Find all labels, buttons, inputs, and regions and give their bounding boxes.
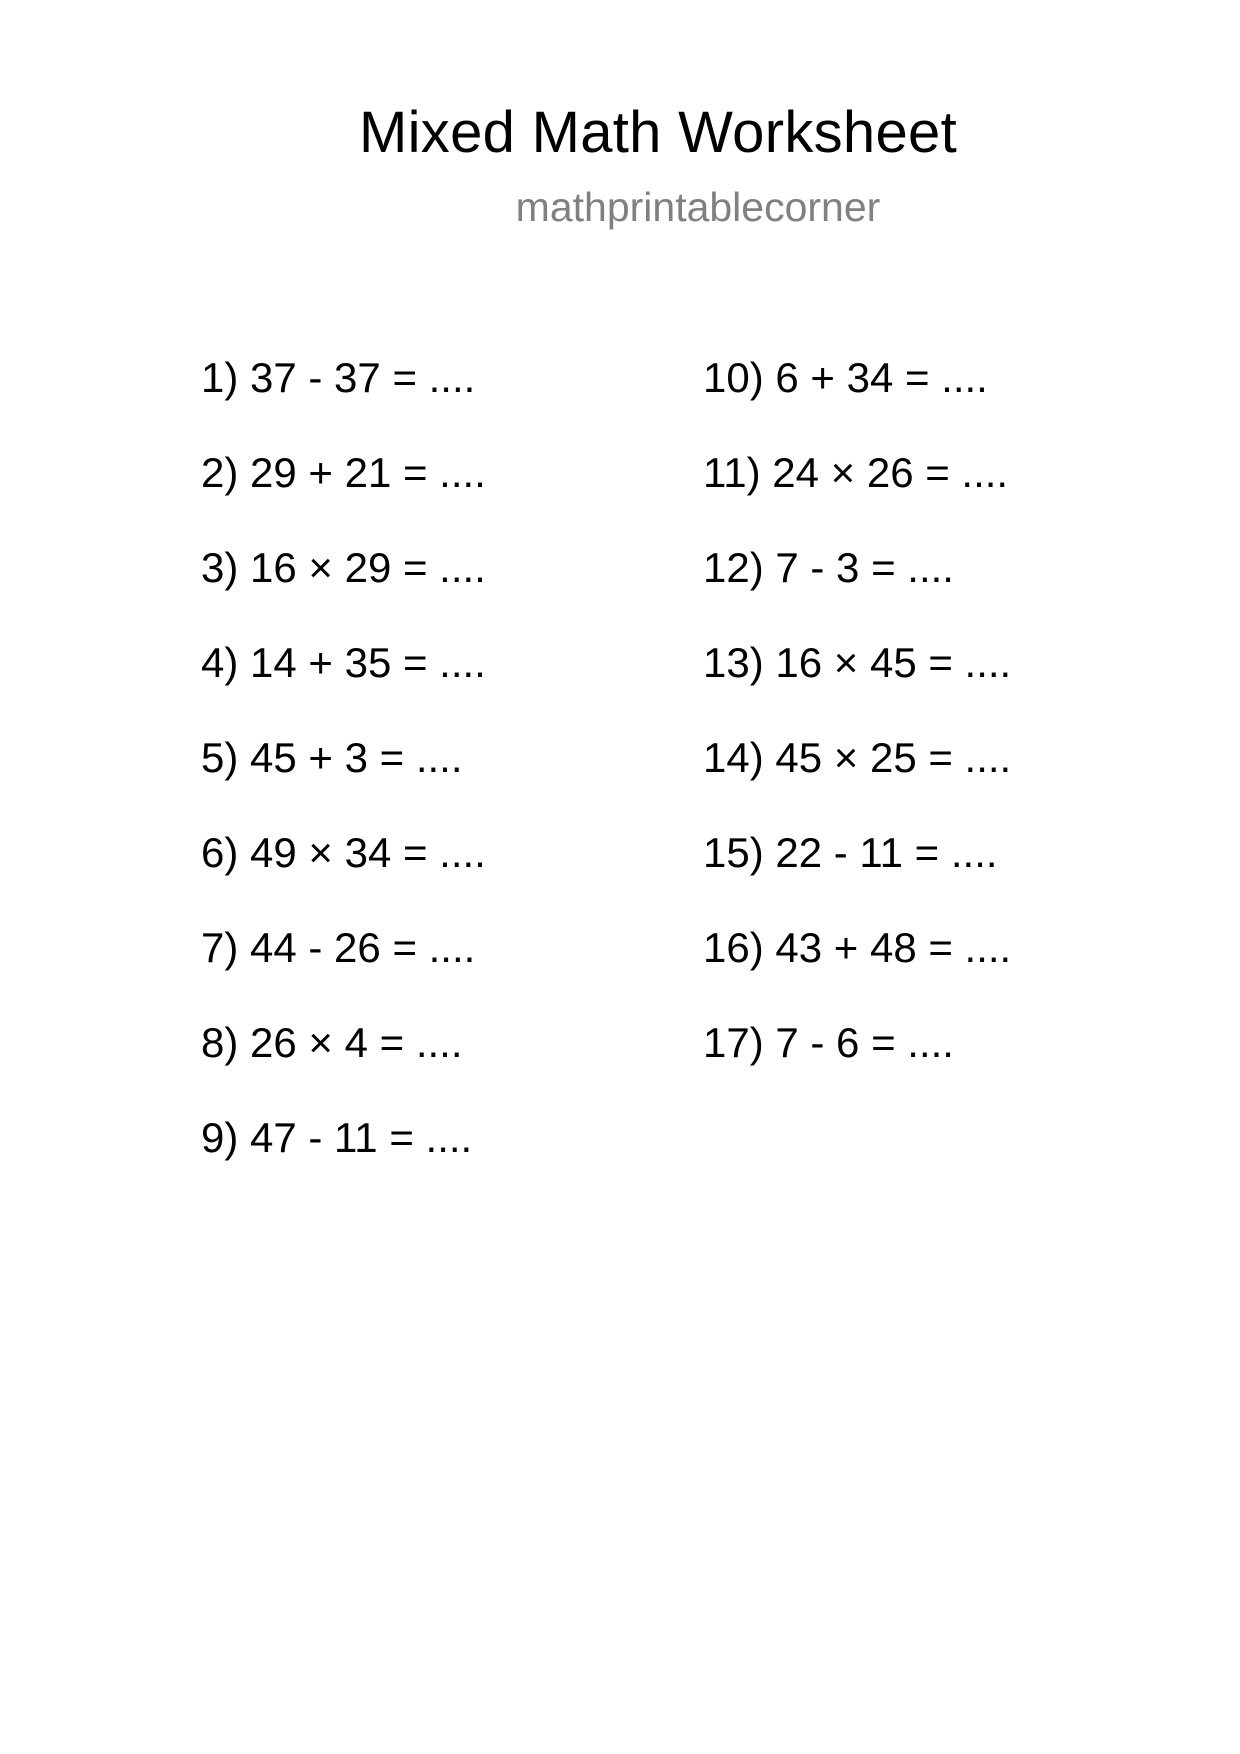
problem-column-right [703,348,1011,1108]
problem-11: 11) 24 × 26 = .... [703,449,1009,496]
problem-column-left [201,348,486,1203]
problem-6: 6) 49 × 34 = .... [201,829,486,876]
problem-10: 10) 6 + 34 = .... [703,354,988,401]
problem-15: 15) 22 - 11 = .... [703,829,998,876]
problem-1: 1) 37 - 37 = .... [201,354,476,401]
worksheet-title: Mixed Math Worksheet [358,100,958,165]
problem-4: 4) 14 + 35 = .... [201,639,486,686]
problem-3: 3) 16 × 29 = .... [201,544,486,591]
worksheet-subtitle: mathprintablecorner [515,184,881,230]
problem-5: 5) 45 + 3 = .... [201,734,463,781]
problem-8: 8) 26 × 4 = .... [201,1019,463,1066]
problem-9: 9) 47 - 11 = .... [201,1114,473,1161]
problem-13: 13) 16 × 45 = .... [703,639,1012,686]
problem-14: 14) 45 × 25 = .... [703,734,1012,781]
problem-7: 7) 44 - 26 = .... [201,924,476,971]
problem-2: 2) 29 + 21 = .... [201,449,486,496]
problem-12: 12) 7 - 3 = .... [703,544,954,591]
problem-17: 17) 7 - 6 = .... [703,1019,954,1066]
problem-16: 16) 43 + 48 = .... [703,924,1012,971]
